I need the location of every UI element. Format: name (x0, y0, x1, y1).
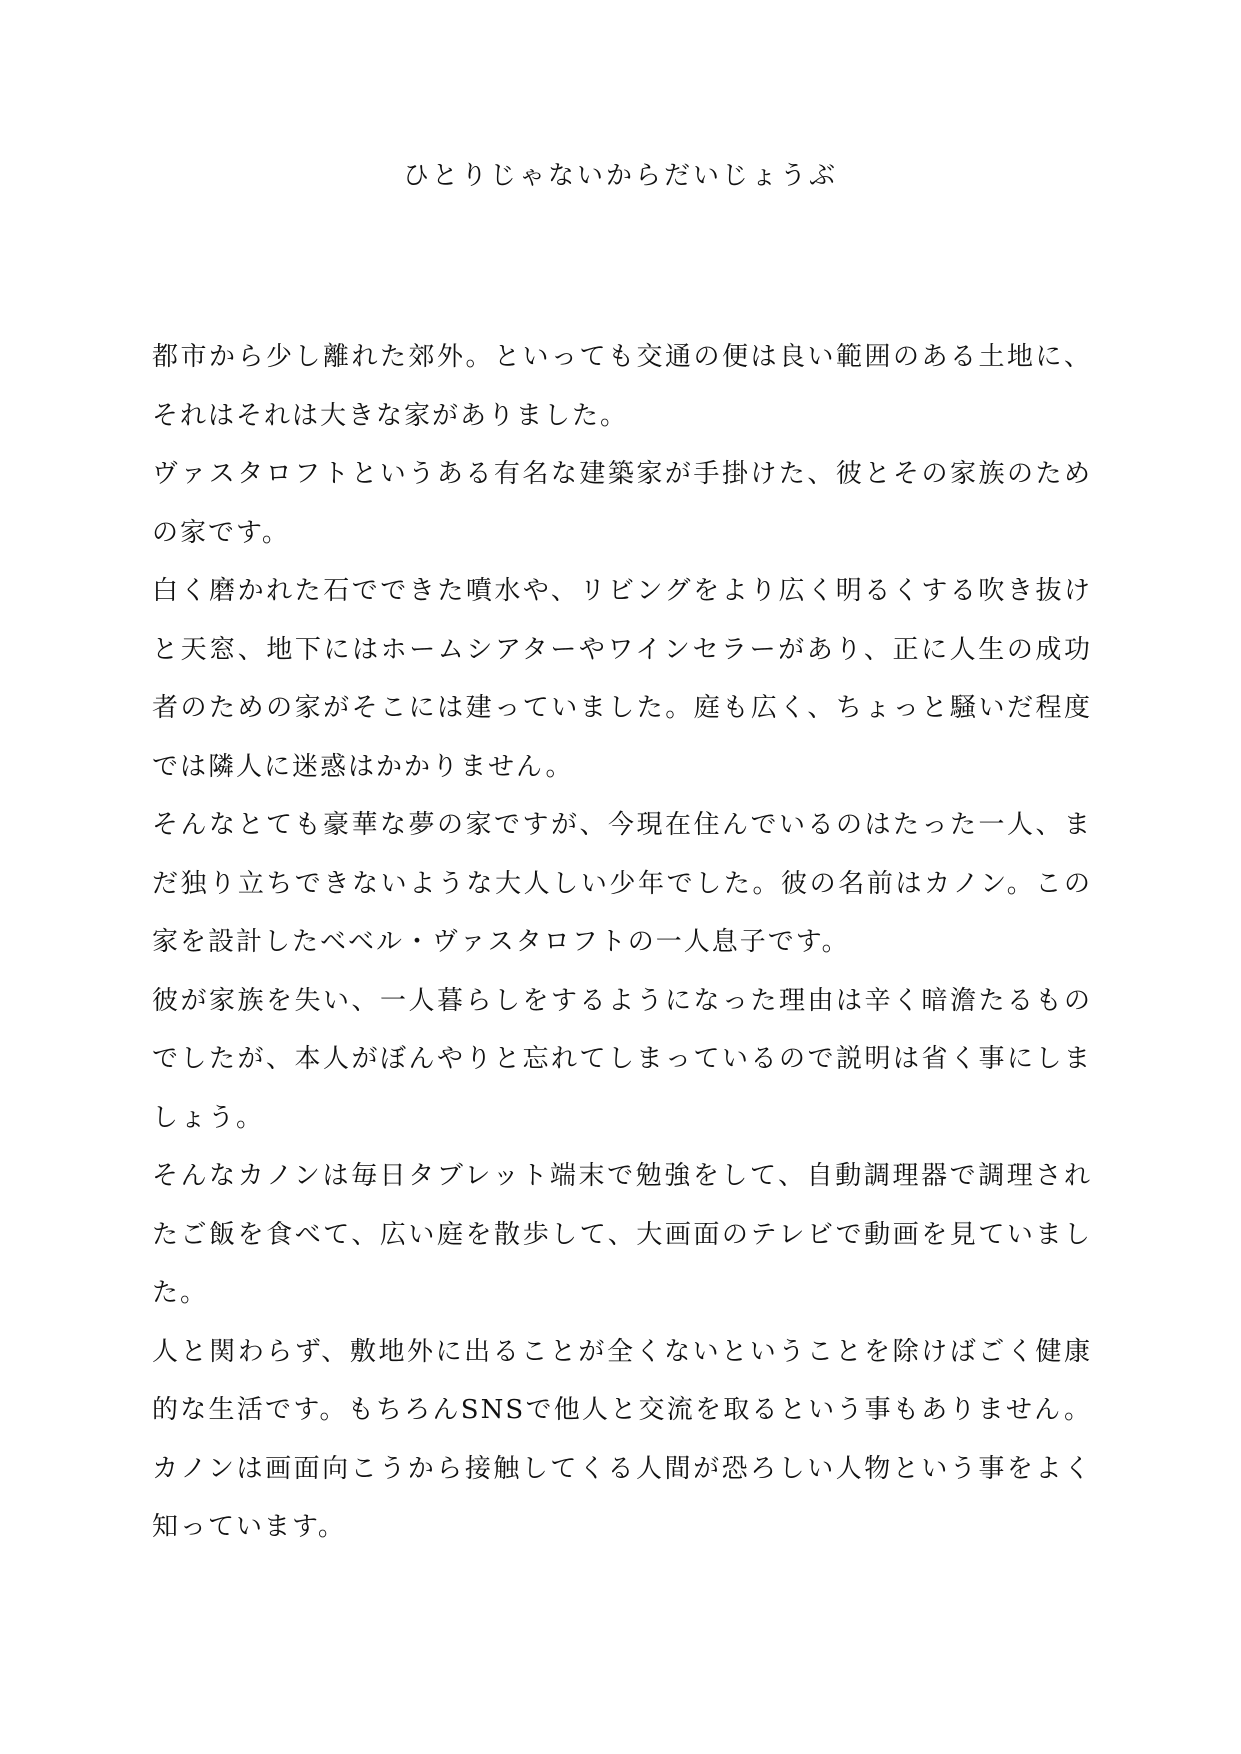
paragraph-7: 人と関わらず、敷地外に出ることが全くないということを除けばごく健康的な生活です。もちろんSNSで他人と交流を取るという事もありません。カノンは画面向こうから接触してくる人間が恐ろしい人物という事をよく知っています。 (152, 1336, 1092, 1542)
paragraph-4: そんなとても豪華な夢の家ですが、今現在住んでいるのはたった一人、まだ独り立ちできないような大人しい少年でした。彼の名前はカノン。この家を設計したベベル・ヴァスタロフトの一人息子です。 (152, 810, 1092, 957)
paragraph-5: 彼が家族を失い、一人暮らしをするようになった理由は辛く暗澹たるものでしたが、本人がぼんやりと忘れてしまっているので説明は省く事にしましょう。 (152, 985, 1092, 1133)
document-body (152, 328, 1092, 1557)
paragraph-1: 都市から少し離れた郊外。といっても交通の便は良い範囲のある土地に、それはそれは大きな家がありました。 (152, 342, 1092, 431)
document-title: ひとりじゃないからだいじょうぶ (402, 161, 838, 191)
paragraph-6: そんなカノンは毎日タブレット端末で勉強をして、自動調理器で調理されたご飯を食べて、広い庭を散歩して、大画面のテレビで動画を見ていました。 (152, 1161, 1092, 1308)
paragraph-2: ヴァスタロフトというある有名な建築家が手掛けた、彼とその家族のための家です。 (152, 459, 1092, 548)
paragraph-3: 白く磨かれた石でできた噴水や、リビングをより広く明るくする吹き抜けと天窓、地下にはホームシアターやワインセラーがあり、正に人生の成功者のための家がそこには建っていました。庭も広く、ちょっと騒いだ程度では隣人に迷惑はかかりません。 (152, 576, 1092, 782)
